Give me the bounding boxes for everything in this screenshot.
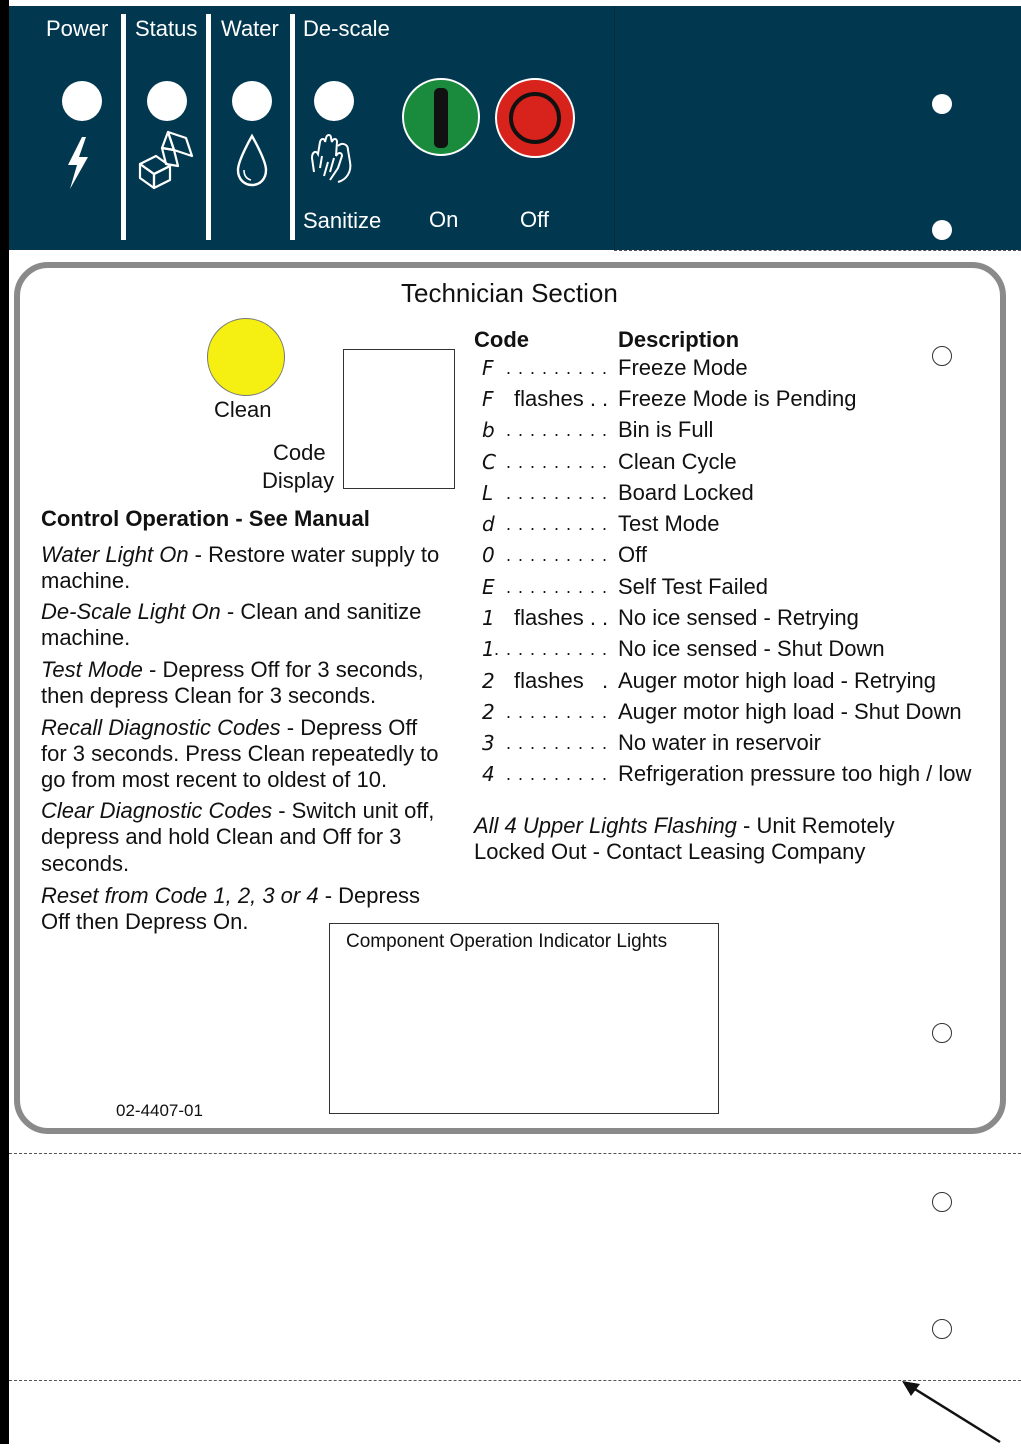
mounting-hole xyxy=(932,220,952,240)
cut-line xyxy=(9,1380,1021,1381)
instruction-text: for 3 seconds. Press Clean repeatedly to xyxy=(41,741,439,766)
table-row xyxy=(480,605,1010,636)
off-button-ring xyxy=(509,92,561,144)
status-indicator-light xyxy=(147,81,187,121)
table-row xyxy=(480,449,1010,480)
instruction-text: - Restore water supply to xyxy=(188,542,440,567)
instruction-title: Water Light On xyxy=(41,542,189,567)
code-description: Self Test Failed xyxy=(618,574,769,599)
instruction-title: Test Mode xyxy=(41,657,143,682)
descale-label: De-scale xyxy=(303,16,390,41)
control-operation-heading: Control Operation - See Manual xyxy=(41,506,370,531)
divider xyxy=(206,14,211,240)
upper-lights-note-line1 xyxy=(474,813,895,839)
code-separator: flashes . xyxy=(514,668,609,693)
arrow-icon xyxy=(896,1376,1006,1449)
instruction-text: go from most recent to oldest of 10. xyxy=(41,767,388,792)
instruction-text: Off then Depress On. xyxy=(41,909,249,934)
code-value: 1 xyxy=(482,606,495,630)
on-button[interactable] xyxy=(402,78,480,156)
code-value: 4 xyxy=(482,762,495,786)
instruction-title: Reset from Code 1, 2, 3 or 4 xyxy=(41,883,319,908)
table-row xyxy=(480,730,1010,761)
technician-section-title: Technician Section xyxy=(401,278,618,308)
instruction-text: machine. xyxy=(41,568,131,593)
mounting-hole xyxy=(932,346,952,366)
water-indicator-light xyxy=(232,81,272,121)
clean-label: Clean xyxy=(214,397,272,422)
upper-lights-note-title: All 4 Upper Lights Flashing xyxy=(474,813,737,838)
instruction-line xyxy=(41,657,424,683)
code-separator: . . . . . . . . . xyxy=(506,702,609,722)
code-value: 0 xyxy=(482,543,495,567)
part-number: 02-4407-01 xyxy=(116,1101,203,1120)
instruction-line xyxy=(41,798,434,824)
instruction-line xyxy=(41,599,421,625)
clean-button[interactable] xyxy=(207,318,285,396)
code-value: E xyxy=(482,575,495,599)
instruction-title: De-Scale Light On xyxy=(41,599,221,624)
table-row xyxy=(480,699,1010,730)
instruction-text: machine. xyxy=(41,625,131,650)
code-description: No ice sensed - Shut Down xyxy=(618,636,885,661)
code-value: C xyxy=(482,450,496,474)
instruction-text: depress and hold Clean and Off for 3 xyxy=(41,824,402,849)
instruction-text: - Clean and sanitize xyxy=(220,599,422,624)
instruction-text: then depress Clean for 3 seconds. xyxy=(41,683,377,708)
cut-line xyxy=(614,250,1021,251)
code-separator: . . . . . . . . . xyxy=(506,577,609,597)
code-value: d xyxy=(482,512,495,536)
component-indicator-label: Component Operation Indicator Lights xyxy=(346,931,668,952)
table-row xyxy=(480,511,1010,542)
code-description: Auger motor high load - Shut Down xyxy=(618,699,962,724)
code-separator: . . . . . . . . . xyxy=(506,420,609,440)
code-description: Refrigeration pressure too high / low xyxy=(618,761,972,786)
code-separator: flashes . . xyxy=(514,605,609,630)
instruction-line xyxy=(41,715,417,741)
code-separator: . . . . . . . . . xyxy=(506,545,609,565)
divider xyxy=(121,14,126,240)
code-value: L xyxy=(482,481,494,505)
mounting-hole xyxy=(932,1192,952,1212)
code-value: F xyxy=(482,356,494,380)
power-indicator-light xyxy=(62,81,102,121)
code-separator: . . . . . . . . . xyxy=(506,483,609,503)
lightning-icon xyxy=(60,135,96,191)
table-row xyxy=(480,636,1010,667)
table-row xyxy=(480,355,1010,386)
instruction-text: - Depress Off xyxy=(280,715,418,740)
water-label: Water xyxy=(221,16,279,41)
instruction-text: - Depress xyxy=(318,883,421,908)
instruction-title: Clear Diagnostic Codes xyxy=(41,798,273,823)
code-description: Clean Cycle xyxy=(618,449,737,474)
mounting-hole xyxy=(932,1319,952,1339)
code-value: 2 xyxy=(482,700,495,724)
water-drop-icon xyxy=(234,132,270,188)
table-row xyxy=(480,542,1010,573)
table-row xyxy=(480,761,1010,792)
code-separator: flashes . . xyxy=(514,386,609,411)
upper-lights-note-text: - Unit Remotely xyxy=(736,813,895,838)
code-value: F xyxy=(482,387,494,411)
instruction-line xyxy=(41,883,420,909)
code-separator: . . . . . . . . . . xyxy=(494,639,609,659)
code-display-label-line2: Display xyxy=(262,468,335,493)
table-row xyxy=(480,417,1010,448)
code-description: Auger motor high load - Retrying xyxy=(618,668,936,693)
code-description: Off xyxy=(618,542,647,567)
instruction-text: - Switch unit off, xyxy=(272,798,435,823)
code-column-header: Code xyxy=(474,327,529,352)
code-description: Test Mode xyxy=(618,511,720,536)
code-description: Board Locked xyxy=(618,480,754,505)
table-row xyxy=(480,668,1010,699)
code-value: 1 xyxy=(482,637,495,661)
code-description: No ice sensed - Retrying xyxy=(618,605,859,630)
divider xyxy=(290,14,295,240)
code-description: Bin is Full xyxy=(618,417,714,442)
hands-icon xyxy=(308,132,356,184)
code-value: 3 xyxy=(482,731,495,755)
code-display-label-line1: Code xyxy=(273,440,326,465)
left-border xyxy=(0,0,9,1444)
mounting-hole xyxy=(932,94,952,114)
instruction-text: seconds. xyxy=(41,851,130,876)
mounting-hole xyxy=(932,1023,952,1043)
code-separator: . . . . . . . . . xyxy=(506,358,609,378)
code-separator: . . . . . . . . . xyxy=(506,452,609,472)
instruction-text: - Depress Off for 3 seconds, xyxy=(142,657,424,682)
code-value: 2 xyxy=(482,669,495,693)
off-button[interactable] xyxy=(495,78,575,158)
off-label: Off xyxy=(520,207,549,232)
code-separator: . . . . . . . . . xyxy=(506,764,609,784)
code-description: No water in reservoir xyxy=(618,730,821,755)
panel-separator xyxy=(614,6,615,250)
code-separator: . . . . . . . . . xyxy=(506,733,609,753)
description-column-header: Description xyxy=(618,327,740,352)
code-display xyxy=(343,349,455,489)
on-button-bar xyxy=(434,88,448,148)
upper-lights-note-line2: Locked Out - Contact Leasing Company xyxy=(474,839,866,864)
instruction-line xyxy=(41,542,439,568)
power-label: Power xyxy=(46,16,109,41)
ice-cubes-icon xyxy=(136,128,196,190)
cut-line xyxy=(9,1153,1021,1154)
table-row xyxy=(480,480,1010,511)
code-description: Freeze Mode xyxy=(618,355,748,380)
descale-indicator-light xyxy=(314,81,354,121)
code-description: Freeze Mode is Pending xyxy=(618,386,857,411)
code-value: b xyxy=(482,418,495,442)
instruction-title: Recall Diagnostic Codes xyxy=(41,715,281,740)
on-label: On xyxy=(429,207,459,232)
sanitize-label: Sanitize xyxy=(303,208,382,233)
table-row xyxy=(480,574,1010,605)
table-row xyxy=(480,386,1010,417)
status-label: Status xyxy=(135,16,198,41)
code-separator: . . . . . . . . . xyxy=(506,514,609,534)
